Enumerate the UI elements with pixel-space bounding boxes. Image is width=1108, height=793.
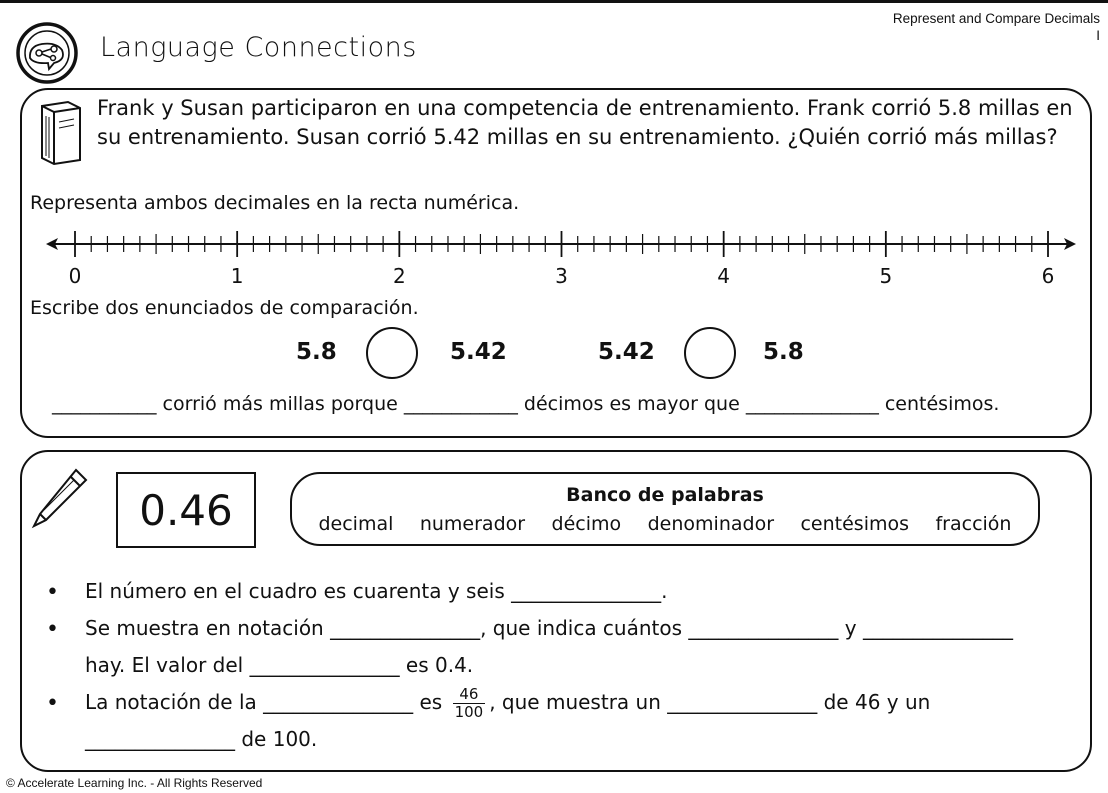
unit-title: Represent and Compare Decimals [892,11,1100,26]
tick-label: 6 [1041,264,1055,288]
blank[interactable]: ____________ [403,393,518,415]
blank[interactable]: _______________ [249,653,400,677]
blank[interactable]: _______________ [667,690,818,714]
problem-text: Frank y Susan participaron en una competencia de entrenamiento. Frank corrió 5.8 millas en su entrenamiento. Susan corrió 5.42 millas en su entrenamiento. ¿Quién corrió más millas? [97,96,1073,149]
comparison2-right: 5.8 [763,339,804,365]
blank[interactable]: _______________ [688,616,839,640]
comparison1-right: 5.42 [450,339,507,365]
bullet-1: El número en el cuadro es cuarenta y seis _______________. [85,579,668,603]
pencil-icon [30,466,92,532]
word-bank-item: decimal [318,513,394,535]
number-line[interactable] [40,228,1090,292]
section-title: Language Connections [100,32,417,63]
blank[interactable]: _______________ [85,727,235,751]
bullet-3-line1: La notación de la _______________ es $\frac{46}{100}$ , que muestra un _______________ de 46 y un [85,685,931,721]
connections-icon [16,22,78,84]
tick-label: 3 [555,264,568,288]
blank[interactable]: ___________ [52,393,157,415]
comparison1-circle[interactable] [366,327,418,379]
bullet-dot: • [46,617,59,642]
blank[interactable]: _______________ [330,616,481,640]
word-bank-item: décimo [551,513,622,535]
word-bank-item: denominador [647,513,775,535]
unit-header [893,10,1100,44]
book-icon [38,100,84,166]
tick-label: 5 [879,264,893,288]
comparison-sentence: ___________ corrió más millas porque ____________ décimos es mayor que ______________ centésimos. [52,393,1000,415]
word-bank-list [292,513,1038,535]
bullet-2-line2: hay. El valor del _______________ es 0.4. [85,653,474,677]
word-bank-item: numerador [419,513,526,535]
comparison2-left: 5.42 [598,339,655,365]
comparison-instruction: Escribe dos enunciados de comparación. [30,297,419,319]
number-box: 0.46 [116,472,256,548]
blank[interactable]: _______________ [263,690,414,714]
bullet-2-line1: Se muestra en notación _______________, que indica cuántos _______________ y _______________ [85,616,1013,640]
blank[interactable]: _______________ [511,579,662,603]
copyright: © Accelerate Learning Inc. - All Rights Reserved [6,776,263,790]
word-bank-title: Banco de palabras [566,484,764,506]
bullet-dot: • [46,691,59,716]
fraction: $\frac{46}{100}$ [454,685,484,721]
comparison2-circle[interactable] [684,327,736,379]
tick-label: 1 [230,264,244,288]
tick-label: 0 [68,264,82,288]
top-border [0,0,1108,3]
number-line-instruction: Representa ambos decimales en la recta numérica. [30,192,520,214]
word-bank [290,472,1040,546]
bullet-dot: • [46,580,59,605]
blank[interactable]: _______________ [862,616,1013,640]
comparison1-left: 5.8 [296,339,337,365]
word-bank-item: fracción [935,513,1012,535]
unit-number: I [1096,28,1100,43]
tick-label: 2 [392,264,406,288]
word-bank-item: centésimos [800,513,910,535]
blank[interactable]: ______________ [745,393,879,415]
bullet-3-line2: _______________ de 100. [85,727,318,751]
tick-label: 4 [717,264,731,288]
